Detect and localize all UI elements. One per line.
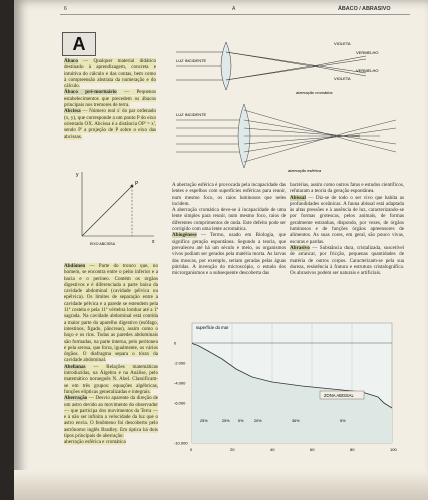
entry-paragraph	[290, 195, 404, 245]
entry-text: — Número real x' do par ordenado (x, y), que corresponde a um ponto P do eixo orientado OX. Abcissa é a distância OP' = x', sendo P' a projeção de P sobre o eixo das abcissas.	[64, 108, 156, 140]
page-shadow	[14, 470, 428, 500]
percent-label: 5%	[238, 419, 244, 423]
entry-text: — Desvio aparente da direção de um astro devido ao movimento do observador — que participa dos movimentos da Terra — e à não ser infinita a velocidade da luz que o astro envia. O fenômeno foi descoberto pelo astrônomo inglês Bradley. Em óptica há dois tipos principais de aberração:	[64, 395, 158, 440]
column-2	[172, 182, 286, 276]
entry-term: Ábaco pré-mortuário	[64, 89, 117, 96]
x-tick-label: 60	[310, 447, 315, 452]
entry-term: Abiogênese	[172, 232, 197, 239]
entry-term: Abelianas	[64, 363, 86, 370]
entry-text: — Substância dura, cristalizada, suscetível de arrancar, por fricção, pequenas quantidades de matéria de outros corpos. Caracterizam-se pela sua dureza, resistência à fratura e estrutura cristalográfica. Os abrasivos podem ser naturais e artificiais.	[290, 244, 404, 277]
entry-paragraph	[64, 263, 158, 364]
entry-paragraph	[64, 89, 156, 108]
entry-paragraph	[290, 245, 404, 276]
entry-text: — Parte do tronco que, no homem, se encontra entre o peito inferior e a bacia e o períneo. Contém os órgãos digestivos e é diferenciada a parte baixa da cavidade abdominal (cavidade pélvica ou epélvica). Os limites de separação entre a cavidade pélvica e a parede se estendem pela 11ª costela e pela 11ª vértebra lombar até a 1ª sagrada. Na cavidade abdominal está contida a maior parte do aparelho digestivo (esôfago, intestinos, fígado, pâncreas), assim como o baço e os rins. Todas as paredes abdominais são formadas, na parte interna, pelo peritoneu e pela serosa, que forra, igualmente, os vários órgãos. O diafragma separa o tórax da cavidade abdominal.	[64, 263, 158, 364]
entry-text: — Relações matemáticas introduzidas, na Álgebra e na Análise, pelo matemático norueguês N. Abel. Classificam-se em três grupos: equações algébricas, funções elípticas generalizadas e integrais.	[64, 363, 158, 395]
entry-text: — Termo, usado em Biologia, que significa geração espontânea. Segundo a teoria, que prevaleceu até há um século e meio, os organismos vivos podiam ser gerados pela matéria morta. As larvas das moscas, por exemplo, seriam geradas pelas águas pútridas. A invenção do microscópio, o estudo dos microrganismos e a subsequente descoberta das	[172, 232, 286, 277]
running-head: ÁBACO / ABRASIVO	[338, 6, 391, 12]
graph-x-label: x	[152, 239, 155, 245]
x-tick-label: 0	[190, 447, 193, 452]
x-tick-label: 20	[230, 447, 235, 452]
spherical-caption: aberração esférica	[288, 168, 322, 173]
column-1-bottom	[64, 263, 158, 446]
entry-term: Abissal	[290, 194, 306, 201]
spherical-aberration-diagram	[170, 100, 404, 174]
entry-paragraph	[172, 182, 286, 207]
entry-term: Aberração	[64, 395, 88, 402]
abcissa-graph	[70, 166, 158, 246]
entry-term: Abcissa	[64, 108, 81, 115]
entry-term: Abdômen	[64, 263, 86, 269]
chromatic-incoming-label: LUZ INCIDENTE	[176, 58, 207, 63]
entry-text: A aberração cromática deve-se à incapacidade de uma lente simples para reunir, num mesmo foco, raios de diferentes comprimentos de onda. Este defeito pode ser corrigido com uma lente acromática.	[172, 207, 286, 233]
column-3	[290, 182, 404, 276]
x-tick-label: 80	[350, 447, 355, 452]
entry-paragraph	[172, 232, 286, 276]
y-tick-label: -4.000	[174, 380, 186, 386]
percent-label: 25%	[222, 419, 230, 423]
entry-term: Ábaco	[64, 58, 78, 64]
entry-text: — Pequenos estabelecimentos que precedem os ábacos principais nos tremores de terra.	[64, 89, 156, 109]
entry-term: Abrasivo	[290, 244, 310, 251]
entry-paragraph	[64, 395, 158, 439]
section-letter: A	[72, 33, 86, 54]
entry-text: — Diz-se de todo o ser vivo que habita as profundidades oceânicas. A fauna abissal está adaptada às altas pressões e à ausência de luz, caracterizando-se por formas grotescas, pelos animais, de formas geralmente estranhas, dispondo, por vezes, de órgãos luminosos e de funções órgãos apreensores de alimentos. As suas cores, em geral, são pouco vivas, escuras e pardas.	[290, 194, 404, 245]
letter-marker: A	[232, 6, 236, 12]
chromatic-label-2: VERMELHO	[356, 50, 379, 55]
entry-text: — Qualquer material didático destinado à aprendizagem, concreta e intuitiva do cálculo e das contas, bem como à compreensão abstrata da numeração e do cálculo.	[64, 58, 156, 90]
entry-text: aberração esférica e cromática	[64, 439, 126, 446]
entry-paragraph	[64, 364, 158, 395]
y-tick-label: 0	[174, 340, 177, 346]
y-tick-label: -10.000	[174, 440, 188, 446]
graph-axis-caption: EIXO ABCISSA	[90, 242, 115, 246]
entry-text: A aberração esférica é provocada pela incapacidade das lentes e espelhos com superfícies esféricas para reunir, num mesmo foco, os raios luminosos que neles incidem.	[172, 182, 286, 207]
graph-point-label: P	[135, 181, 139, 187]
x-tick-label: 40	[270, 447, 275, 452]
percent-label: 25%	[200, 419, 208, 423]
y-tick-label: -6.000	[174, 400, 186, 406]
percent-label: 5%	[340, 419, 346, 423]
page-number: 6	[64, 6, 67, 12]
x-tick-label: 100	[390, 447, 397, 452]
chart-y-label: superfície do mar	[196, 325, 229, 330]
header-rule	[60, 14, 410, 15]
chromatic-aberration-diagram	[170, 34, 404, 96]
ocean-depth-chart	[172, 315, 404, 465]
percent-label: 36%	[292, 419, 300, 423]
entry-paragraph	[64, 108, 156, 139]
percent-label: 20%	[254, 419, 262, 423]
zone-label: ZONA ABISSAL	[324, 393, 354, 398]
section-letter-block	[62, 32, 96, 56]
entry-paragraph	[64, 58, 156, 89]
column-1-top	[64, 58, 156, 140]
chromatic-label-3: VERMELHO	[356, 68, 379, 73]
spherical-incoming-label: LUZ INCIDENTE	[176, 112, 207, 117]
chromatic-label-4: VIOLETA	[334, 76, 351, 81]
entry-paragraph	[64, 439, 158, 445]
entry-paragraph	[172, 207, 286, 232]
chromatic-label-1: VIOLETA	[334, 41, 351, 46]
y-tick-label: -2.000	[174, 360, 186, 366]
entry-paragraph	[290, 182, 404, 195]
chromatic-caption: aberração cromática	[296, 90, 333, 95]
graph-y-label: y	[76, 172, 79, 178]
entry-text: bactérias, assim como outros fatos e estudos científicos, refutaram a teoria da geração espontânea.	[290, 182, 404, 195]
